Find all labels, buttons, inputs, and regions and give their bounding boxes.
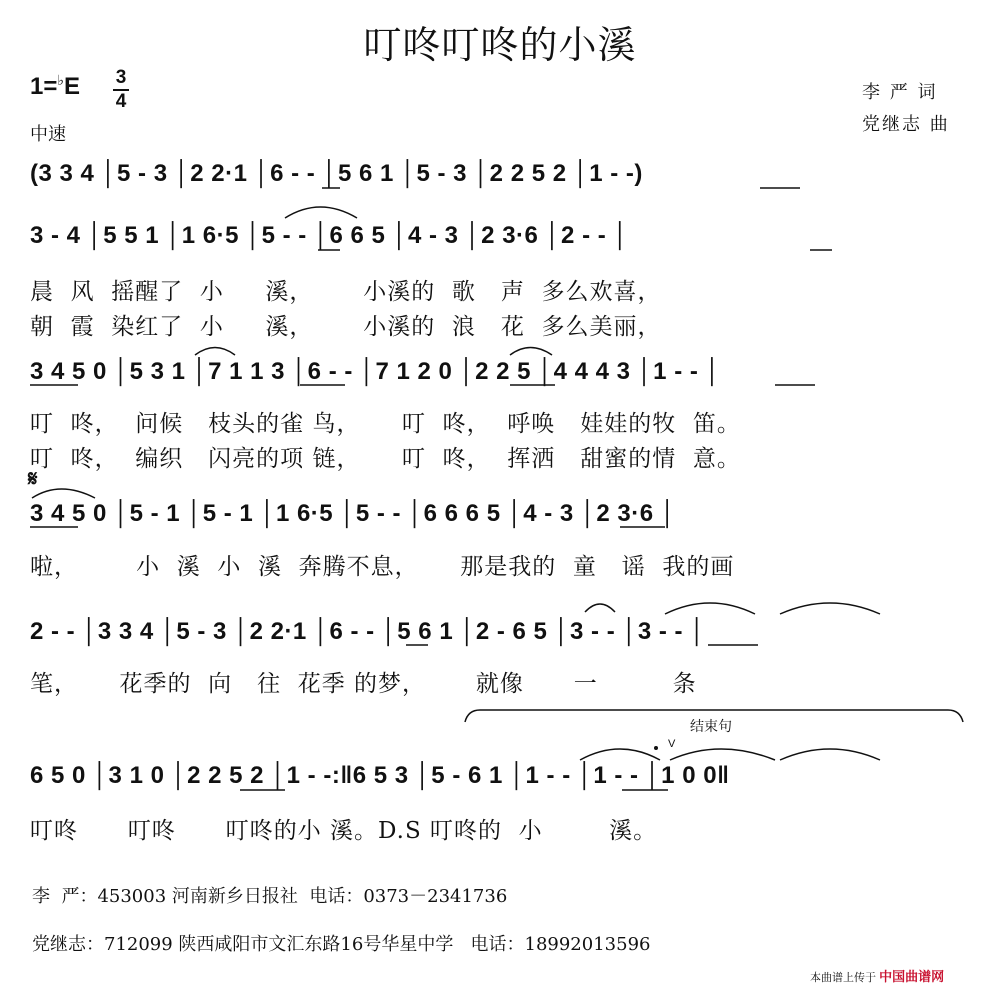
slur-mark — [285, 207, 357, 218]
ending-label: 结束句 — [690, 719, 732, 735]
lyric-row-3-verse-1: 叮 咚， 问候 枝头的雀 鸟， 叮 咚， 呼唤 娃娃的牧 笛。 — [30, 411, 741, 437]
notation-row-5: 2 - - │3 3 4 │5 - 3 │2 2·1 │6 - - │5 6 1 │2 - 6 5 │3 - - │3 - - │ — [30, 618, 706, 645]
watermark-prefix: 本曲谱上传于 — [810, 972, 876, 984]
slur-mark — [195, 348, 235, 356]
breath-mark: V — [668, 738, 676, 750]
page-title: 叮咚叮咚的小溪 — [363, 23, 637, 67]
time-signature-top: 3 — [115, 67, 127, 88]
contact-composer: 党继志：712099 陕西咸阳市文汇东路16号华星中学 电话：18992013596 — [32, 934, 651, 955]
notation-row-3: 3 4 5 0 │5 3 1 │7 1 1 3 │6 - - │7 1 2 0 │2 2 5 │4 4 4 3 │1 - - │ — [30, 358, 722, 385]
contact-lyricist: 李 严：453003 河南新乡日报社 电话：0373－2341736 — [32, 886, 508, 907]
ending-bracket — [465, 710, 963, 722]
slur-mark — [585, 604, 615, 612]
slur-mark — [780, 749, 880, 760]
lyric-row-3-verse-2: 叮 咚， 编织 闪亮的项 链， 叮 咚， 挥洒 甜蜜的情 意。 — [30, 446, 741, 472]
tempo-marking: 中速 — [30, 124, 66, 145]
notation-row-4: 3 4 5 0 │5 - 1 │5 - 1 │1 6·5 │5 - - │6 6 6 5 │4 - 3 │2 3·6 │ — [30, 500, 677, 527]
notation-row-1: (3 3 4 │5 - 3 │2 2·1 │6 - - │5 6 1 │5 - 3 │2 2 5 2 │1 - -) — [30, 160, 643, 187]
segno-sign: 𝄋 — [28, 466, 38, 492]
time-signature-bottom: 4 — [115, 91, 127, 112]
watermark — [810, 966, 944, 985]
slur-mark — [665, 603, 755, 614]
lyric-row-2-verse-1: 晨 风 摇醒了 小 溪， 小溪的 歌 声 多么欢喜， — [30, 279, 662, 305]
lyric-row-5: 笔， 花季的 向 往 花季 的梦， 就像 一 条 — [30, 671, 697, 697]
composer-credit: 党继志 曲 — [862, 114, 950, 135]
slur-mark — [580, 749, 660, 760]
lyric-row-6: 叮咚 叮咚 叮咚的小 溪。D.S 叮咚的 小 溪。 — [30, 818, 658, 844]
notation-row-2: 3 - 4 │5 5 1 │1 6·5 │5 - - │6 6 5 │4 - 3 │2 3·6 │2 - - │ — [30, 222, 629, 249]
key-note: E — [63, 73, 80, 100]
slur-mark — [32, 489, 95, 498]
flat-sign: ♭ — [57, 72, 64, 88]
key-prefix: 1= — [30, 73, 58, 100]
notation-row-6: 6 5 0 │3 1 0 │2 2 5 2 │1 - -:‖6 5 3 │5 - 6 1 │1 - - │1 - - │1 0 0‖ — [30, 762, 730, 789]
slur-mark — [670, 749, 775, 760]
watermark-brand: 中国曲谱网 — [879, 969, 945, 984]
slur-mark — [510, 348, 552, 356]
lyricist-credit: 李 严 词 — [862, 82, 938, 103]
lyric-row-4: 啦， 小 溪 小 溪 奔腾不息， 那是我的 童 谣 我的画 — [30, 554, 735, 580]
lyric-row-2-verse-2: 朝 霞 染红了 小 溪， 小溪的 浪 花 多么美丽， — [30, 314, 662, 340]
fermata-dot — [654, 746, 658, 750]
slur-mark — [780, 603, 880, 614]
